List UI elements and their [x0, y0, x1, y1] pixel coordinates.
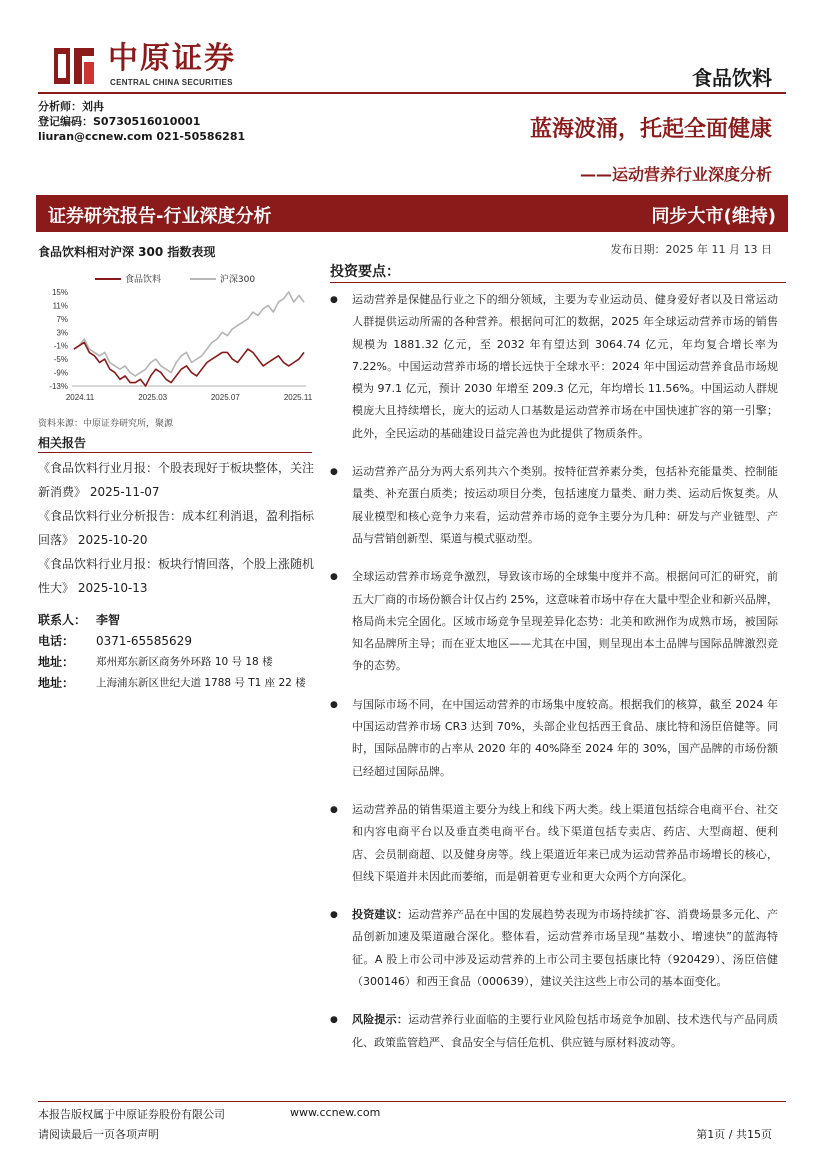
bullet-icon: ● [330, 572, 338, 583]
chart-source: 资料来源：中原证券研究所，聚源 [38, 419, 174, 429]
y-tick-label: 3% [56, 328, 68, 338]
contact-block [38, 610, 318, 694]
y-tick-label: -1% [53, 341, 68, 351]
address-label: 地址： [38, 655, 75, 669]
x-tick-label: 2025.03 [138, 393, 168, 402]
footer-divider [38, 1101, 786, 1102]
y-tick-label: 15% [51, 288, 68, 297]
related-report-link[interactable]: 《食品饮料行业分析报告：成本红利消退，盈利指标回落》 2025-10-20 [38, 509, 315, 547]
analyst-contact: liuran@ccnew.com 021-50586281 [38, 130, 246, 143]
industry-label: 食品饮料 [692, 66, 772, 90]
website-link[interactable]: www.ccnew.com [290, 1106, 381, 1119]
legend-item-hs300: 沪深300 [190, 272, 255, 285]
report-title: 蓝海波涌，托起全面健康 [529, 117, 772, 142]
chart-legend [95, 272, 281, 285]
company-logo-icon [50, 42, 98, 90]
contact-person-label: 联系人： [38, 613, 87, 627]
page-number: 第1页 / 共15页 [696, 1128, 772, 1141]
bullet-icon: ● [330, 467, 338, 478]
phone-number: 0371-65585629 [96, 634, 192, 648]
point-item: ● 运动营养品的销售渠道主要分为线上和线下两大类。线上渠道包括综合电商平台、社交和内容电商平台以及垂直类电商平台。线下渠道包括专卖店、药店、大型商超、便利店、会员制商超、以及健身房等。线上渠道近年来已成为运动营养品市场增长的核心，但线下渠道并未因此而萎缩，而是朝着更专业和更大众两个方向深化。 [330, 799, 778, 888]
rating-label: 同步大市(维持) [651, 206, 776, 227]
point-item: ● 风险提示：运动营养行业面临的主要行业风险包括市场竞争加剧、技术迭代与产品同质化、政策监管趋严、食品安全与信任危机、供应链与原材料波动等。 [330, 1009, 778, 1054]
address-zhengzhou: 郑州郑东新区商务外环路 10 号 18 楼 [96, 656, 273, 668]
bullet-icon: ● [330, 1015, 338, 1026]
investment-points-title: 投资要点： [330, 264, 400, 280]
related-reports-title: 相关报告 [38, 436, 87, 450]
related-report-link[interactable]: 《食品饮料行业月报：个股表现好于板块整体，关注新消费》 2025-11-07 [38, 461, 315, 499]
related-report-link[interactable]: 《食品饮料行业月报：板块行情回落，个股上涨随机性大》 2025-10-13 [38, 557, 315, 595]
address-label: 地址： [38, 676, 75, 690]
logo-chinese: 中原证券 [108, 41, 236, 76]
investment-points [330, 289, 778, 1070]
y-tick-label: 7% [56, 314, 68, 324]
bullet-icon: ● [330, 910, 338, 921]
logo-english: CENTRAL CHINA SECURITIES [110, 78, 233, 87]
performance-chart [38, 286, 314, 412]
legend-item-food: 食品饮料 [95, 272, 161, 285]
header-divider [38, 92, 786, 94]
phone-label: 电话： [38, 634, 75, 648]
series-line-food-beverage [74, 342, 304, 386]
point-item: ● 全球运动营养市场竞争激烈，导致该市场的全球集中度并不高。根据问可汇的研究，前五大厂商的市场份额合计仅占约 25%，这意味着市场中存在大量中型企业和新兴品牌，格局尚未完全固化。区域市场竞争呈现差异化态势：北美和欧洲作为成熟市场，被国际知名品牌所主导；而在亚太地区——尤其在中国，则呈现出本土品牌与国际品牌激烈竞争的态势。 [330, 566, 778, 677]
related-divider [38, 452, 312, 453]
x-tick-label: 2025.11 [283, 393, 313, 402]
point-item: ● 运动营养产品分为两大系列共六个类别。按特征营养素分类，包括补充能量类、控制能量类、补充蛋白质类；按运动项目分类，包括速度力量类、耐力类、运动后恢复类。从展业模型和核心竞争力来看，运动营养市场的竞争主要分为几种：研发与产业链型、产品与营销创新型、渠道与模式驱动型。 [330, 461, 778, 550]
related-reports-list [38, 456, 314, 600]
y-tick-label: -13% [49, 382, 68, 391]
report-type: 证券研究报告-行业深度分析 [48, 206, 272, 227]
analyst-name: 分析师：刘冉 [38, 100, 104, 113]
y-tick-label: 11% [52, 301, 68, 311]
analyst-block [38, 99, 245, 144]
point-item: ● 与国际市场不同，在中国运动营养的市场集中度较高。根据我们的核算，截至 2024 年中国运动营养市场 CR3 达到 70%，头部企业包括西王食品、康比特和汤臣倍健等。同时，国际品牌市的占率从 2020 年的 40%降至 2024 年的 30%，国产品牌的市场份额已经超过国际品牌。 [330, 694, 778, 783]
bullet-icon: ● [330, 295, 338, 305]
series-line-hs300 [74, 292, 304, 376]
report-banner [36, 195, 788, 232]
disclaimer-text: 请阅读最后一页各项声明 [38, 1128, 159, 1141]
bullet-icon: ● [330, 699, 338, 710]
copyright-text: 本报告版权属于中原证券股份有限公司 [38, 1108, 225, 1121]
points-divider [330, 282, 786, 283]
y-tick-label: -9% [53, 368, 68, 378]
report-subtitle: ——运动营养行业深度分析 [579, 165, 772, 184]
point-item: ● 运动营养是保健品行业之下的细分领域，主要为专业运动员、健身爱好者以及日常运动人群提供运动所需的各种营养。根据问可汇的数据，2025 年全球运动营养市场的销售规模为 1881.32 亿元，至 2032 年有望达到 3064.74 亿元，年均复合增长率为 7.22%。中国运动营养市场的增长远快于全球水平：2024 年中国运动营养食品市场规模为 97.1 亿元，预计 2030 年增至 209.3 亿元，年均增长 11.56%。中国运动人群规模庞大且持续增长，庞大的运动人口基数是运动营养市场在中国快速扩容的第一引擎；此外，全民运动的基础建设日益完善也为此提供了物质条件。 [330, 289, 778, 445]
y-tick-label: -5% [53, 355, 68, 365]
address-shanghai: 上海浦东新区世纪大道 1788 号 T1 座 22 楼 [96, 677, 306, 689]
contact-person: 李智 [96, 613, 121, 627]
bullet-icon: ● [330, 804, 338, 815]
performance-title: 食品饮料相对沪深 300 指数表现 [38, 245, 216, 259]
x-tick-label: 2024.11 [65, 393, 95, 402]
x-tick-label: 2025.07 [210, 393, 240, 402]
analyst-registration: 登记编码：S0730516010001 [38, 115, 201, 128]
point-item: ● 投资建议：运动营养产品在中国的发展趋势表现为市场持续扩容、消费场景多元化、产品创新加速及渠道融合深化。整体看，运动营养市场呈现“基数小、增速快”的蓝海特征。A 股上市公司中涉及运动营养的上市公司主要包括康比特（920429）、汤臣倍健（300146）和西王食品（000639），建议关注这些上市公司的基本面变化。 [330, 904, 778, 993]
publish-date: 发布日期：2025 年 11 月 13 日 [610, 243, 772, 256]
